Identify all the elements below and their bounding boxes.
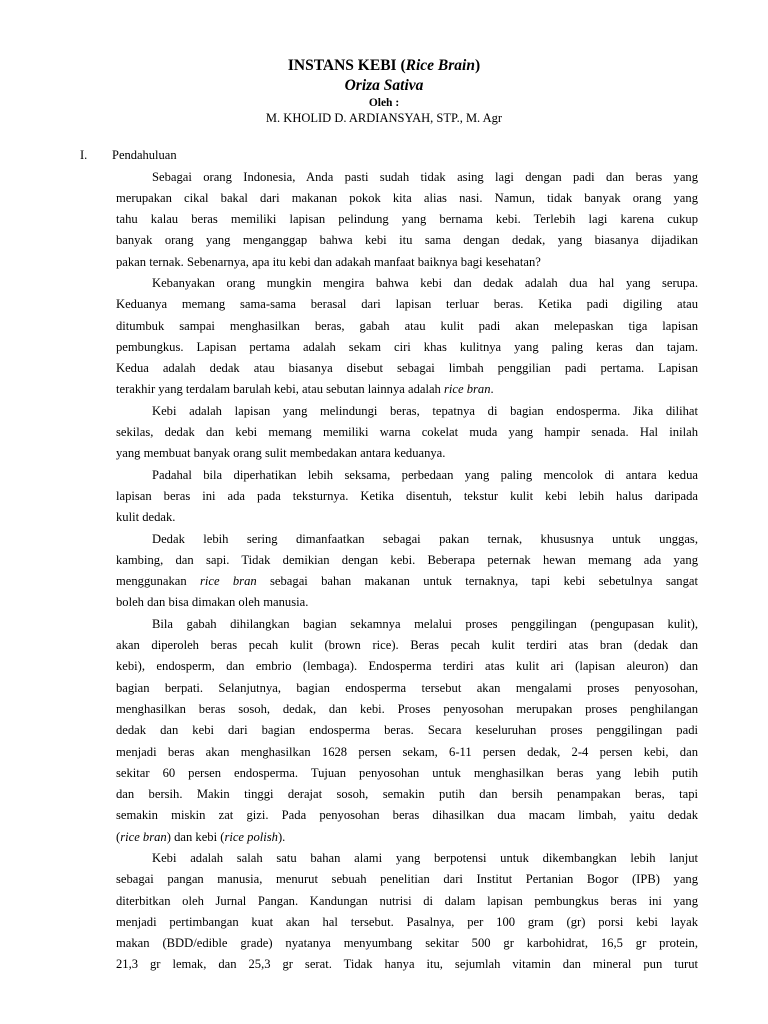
document-title: INSTANS KEBI (Rice Brain) [287, 57, 481, 74]
text-line: menghasilkan beras sosoh, dedak, dan kebi. Proses penyosohan merupakan proses penghilangan [116, 701, 698, 716]
text-line: bagian berpati. Selanjutnya, bagian endosperma tersebut akan mengalami proses penyosohan, [116, 680, 698, 695]
text-line: ditumbuk sampai menghasilkan beras, gabah atau kulit padi akan melepaskan tiga lapisan [116, 318, 698, 333]
text-line: Dedak lebih sering dimanfaatkan sebagai pakan ternak, khususnya untuk unggas, [152, 531, 698, 546]
text-line: Keduanya memang sama-sama berasal dari lapisan terluar beras. Ketika padi digiling atau [116, 297, 698, 312]
text-line: 21,3 gr lemak, dan 25,3 gr serat. Tidak hanya itu, sejumlah vitamin dan mineral pun turut [116, 957, 698, 972]
text-line: menjadi pertimbangan kuat akan hal tersebut. Pasalnya, per 100 gram (gr) porsi kebi layak [116, 914, 698, 929]
section-pendahuluan [80, 147, 698, 976]
text-line: sebagai pangan manusia, menurut sebuah penelitian dari Institut Pertanian Bogor (IPB) yang [116, 872, 698, 887]
document-subtitle: Oriza Sativa [344, 77, 424, 94]
text-line: sekitar 60 persen endosperma. Tujuan penyosohan untuk menghasilkan beras yang lebih putih [116, 765, 698, 780]
text-line: tahu kalau beras memiliki lapisan pelindung yang bernama kebi. Terlebih lagi karena cukup [116, 212, 698, 227]
text-line: terakhir yang terdalam barulah kebi, atau sebutan lainnya adalah rice bran. [116, 382, 494, 397]
text-line: pembungkus. Lapisan pertama adalah sekam ciri khas kulitnya yang paling keras dan tajam. [116, 339, 698, 354]
text-line: akan diperoleh beras pecah kulit (brown rice). Beras pecah kulit terdiri atas bran (dedak dan [116, 638, 698, 653]
text-line: dan bersih. Makin tinggi derajat sosoh, semakin putih dan bersih penampakan beras, tapi [116, 787, 698, 802]
text-line: Kebi adalah salah satu bahan alami yang berpotensi untuk dikembangkan lebih lanjut [152, 851, 698, 865]
text-line: semakin miskin zat gizi. Pada penyosohan beras dihasilkan dua macam limbah, yaitu dedak [116, 808, 698, 823]
text-line: dedak dan kebi dari bagian endosperma beras. Secara keseluruhan proses penggilingan padi [116, 723, 698, 738]
text-line: kulit dedak. [116, 510, 176, 525]
text-line: sekilas, dedak dan kebi memang memiliki warna cokelat muda yang hampir senada. Hal inilah [116, 425, 698, 440]
text-line: diterbitkan oleh Jurnal Pangan. Kandungan nutrisi di dalam lapisan pembungkus beras ini yang [116, 893, 698, 908]
text-line: banyak orang yang menganggap bahwa kebi itu sama dengan dedak, yang biasanya dijadikan [116, 233, 698, 248]
author-label: Oleh : [368, 97, 400, 109]
section-title: Pendahuluan [112, 148, 177, 162]
text-line: boleh dan bisa dimakan oleh manusia. [116, 595, 309, 610]
text-line: lapisan beras ini ada pada teksturnya. Ketika disentuh, tekstur kulit kebi lebih halus daripada [116, 488, 698, 503]
section-number: I. [80, 148, 88, 162]
text-line: kebi), endosperm, dan embrio (lembaga). Endosperma terdiri atas kulit ari (lapisan aleuron) dan [116, 659, 698, 674]
text-line: Bila gabah dihilangkan bagian sekamnya melalui proses penggilingan (pengupasan kulit), [152, 616, 698, 631]
text-line: Kebanyakan orang mungkin mengira bahwa kebi dan dedak adalah dua hal yang serupa. [152, 275, 698, 290]
document-header [0, 56, 768, 126]
text-line: Sebagai orang Indonesia, Anda pasti sudah tidak asing lagi dengan padi dan beras yang [152, 169, 698, 184]
text-line: Padahal bila diperhatikan lebih seksama, perbedaan yang paling mencolok di antara kedua [152, 467, 698, 482]
text-line: (rice bran) dan kebi (rice polish). [116, 829, 286, 844]
text-line: yang membuat banyak orang sulit membedakan antara keduanya. [116, 446, 446, 461]
section-body [116, 167, 698, 976]
author-name: M. KHOLID D. ARDIANSYAH, STP., M. Agr [265, 111, 503, 125]
text-line: pakan ternak. Sebenarnya, apa itu kebi dan adakah manfaat baiknya bagi kesehatan? [116, 254, 541, 269]
text-line: menjadi beras akan menghasilkan 1628 persen sekam, 6-11 persen dedak, 2-4 persen kebi, dan [116, 744, 698, 759]
section-heading [80, 147, 698, 163]
text-line: merupakan cikal bakal dari makanan pokok kita alias nasi. Namun, tidak banyak orang yang [116, 190, 698, 205]
text-line: Kedua adalah dedak atau biasanya disebut sebagai limbah penggilian padi pertama. Lapisan [116, 361, 698, 376]
text-line: makan (BDD/edible grade) nyatanya menyumbang sekitar 500 gr karbohidrat, 16,5 gr protein, [116, 936, 698, 951]
text-line: kambing, dan sapi. Tidak demikian dengan kebi. Beberapa peternak hewan memang ada yang [116, 552, 698, 567]
text-line: Kebi adalah lapisan yang melindungi beras, tepatnya di bagian endosperma. Jika dilihat [152, 403, 698, 418]
text-line: menggunakan rice bran sebagai bahan makanan untuk ternaknya, tapi kebi sebetulnya sangat [116, 574, 698, 589]
